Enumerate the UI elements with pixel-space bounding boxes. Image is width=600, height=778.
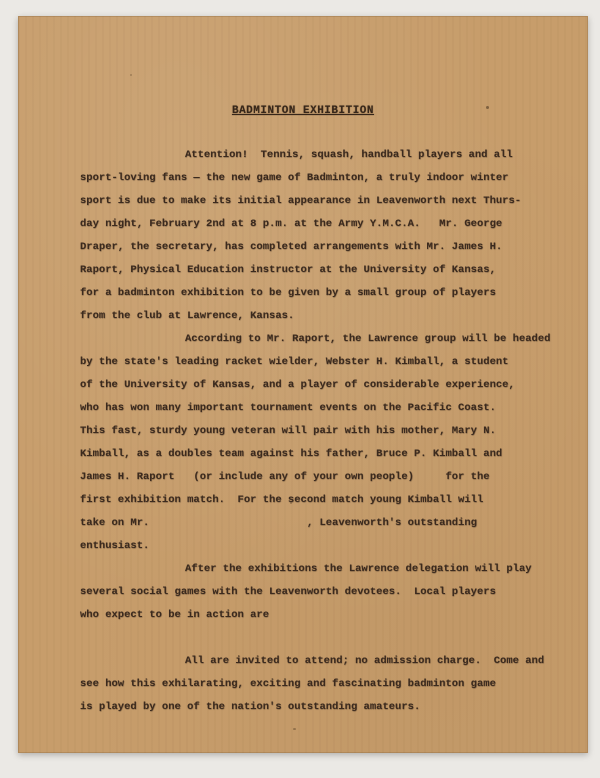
text-line: day night, February 2nd at 8 p.m. at the Army Y.M.C.A. Mr. George bbox=[80, 218, 503, 230]
text-line-with-blank: take on Mr. , Leavenworth's outstanding bbox=[80, 517, 477, 529]
text-line: Kimball, as a doubles team against his father, Bruce P. Kimball and bbox=[80, 448, 503, 460]
text-line: first exhibition match. For the second match young Kimball will bbox=[80, 494, 484, 506]
text-line: by the state's leading racket wielder, Webster H. Kimball, a student bbox=[80, 356, 509, 368]
text-line: After the exhibitions the Lawrence delegation will play bbox=[185, 563, 532, 575]
text-line: According to Mr. Raport, the Lawrence group will be headed bbox=[185, 333, 551, 345]
paragraph-lineup bbox=[80, 328, 565, 558]
text-line: is played by one of the nation's outstanding amateurs. bbox=[80, 701, 421, 713]
text-line: for a badminton exhibition to be given by a small group of players bbox=[80, 287, 496, 299]
text-line: All are invited to attend; no admission charge. Come and bbox=[185, 655, 545, 667]
document-title: BADMINTON EXHIBITION bbox=[231, 105, 375, 117]
text-line: several social games with the Leavenworth devotees. Local players bbox=[80, 586, 496, 598]
text-line: This fast, sturdy young veteran will pair with his mother, Mary N. bbox=[80, 425, 496, 437]
paragraph-intro bbox=[80, 144, 565, 328]
text-line: of the University of Kansas, and a player of considerable experience, bbox=[80, 379, 515, 391]
paragraph-invitation bbox=[80, 650, 565, 719]
text-line: sport-loving fans — the new game of Badminton, a truly indoor winter bbox=[80, 172, 509, 184]
document-body bbox=[80, 144, 565, 719]
typewritten-page bbox=[18, 16, 588, 753]
text-line: Raport, Physical Education instructor at the University of Kansas, bbox=[80, 264, 496, 276]
text-line: see how this exhilarating, exciting and fascinating badminton game bbox=[80, 678, 496, 690]
text-line: Draper, the secretary, has completed arrangements with Mr. James H. bbox=[80, 241, 503, 253]
text-line: enthusiast. bbox=[80, 540, 150, 552]
text-line: sport is due to make its initial appearance in Leavenworth next Thurs- bbox=[80, 195, 522, 207]
text-line: Attention! Tennis, squash, handball players and all bbox=[185, 149, 513, 161]
paper-speck bbox=[130, 74, 132, 76]
text-line: James H. Raport (or include any of your own people) for the bbox=[80, 471, 490, 483]
text-line-unfinished: who expect to be in action are bbox=[80, 609, 270, 621]
paper-speck bbox=[293, 728, 296, 730]
paragraph-social-games bbox=[80, 558, 565, 627]
text-line: from the club at Lawrence, Kansas. bbox=[80, 310, 295, 322]
text-line: who has won many important tournament events on the Pacific Coast. bbox=[80, 402, 496, 414]
